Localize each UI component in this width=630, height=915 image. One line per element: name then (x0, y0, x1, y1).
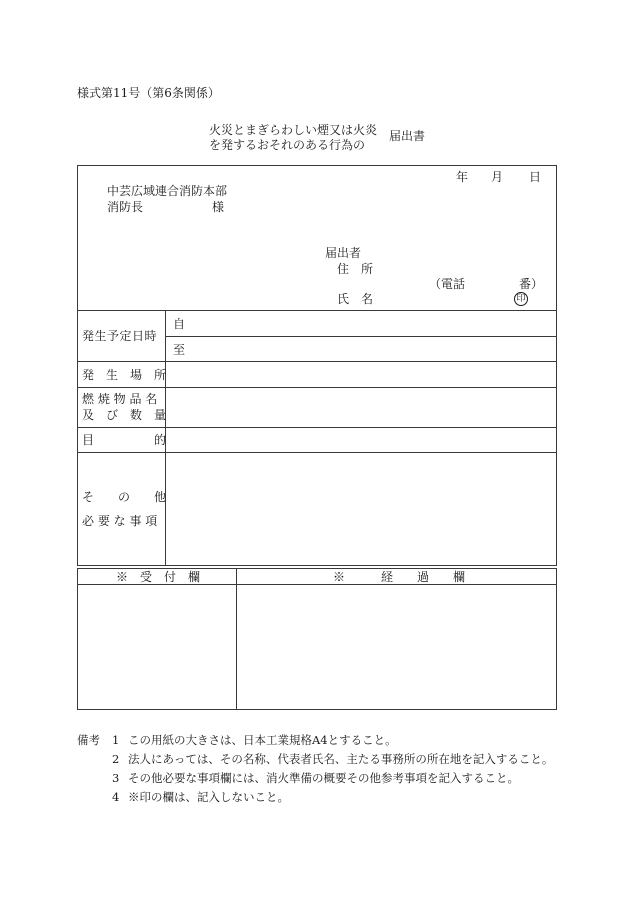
place-label: 発 生 場 所 (82, 368, 167, 382)
applicant-phone-close: 番） (519, 277, 544, 291)
addressee-honorific: 様 (212, 200, 225, 214)
note-number: 2 (112, 752, 120, 766)
material-label-1: 燃 焼 物 品 名 (82, 392, 158, 406)
rule-schedule-bottom (77, 361, 557, 362)
title-suffix: 届出書 (389, 129, 426, 143)
applicant-phone-open: （電話 (429, 277, 466, 291)
seal-mark: 印 (514, 292, 528, 306)
applicant-address-label: 住 所 (337, 262, 374, 276)
form-number: 様式第11号（第6条関係） (77, 86, 220, 100)
purpose-label: 目 的 (82, 433, 167, 447)
addressee-chief: 消防長 (107, 200, 144, 214)
note-text: 法人にあっては、その名称、代表者氏名、主たる事務所の所在地を記入すること。 (128, 752, 554, 766)
addressee-org: 中芸広域連合消防本部 (107, 184, 228, 198)
note-text: その他必要な事項欄には、消火準備の概要その他参考事項を記入すること。 (128, 771, 519, 785)
schedule-label: 発生予定日時 (82, 329, 158, 343)
note-text: この用紙の大きさは、日本工業規格A4とすること。 (128, 733, 397, 747)
date-month: 月 (491, 170, 504, 184)
other-label-2: 必 要 な 事 項 (82, 514, 158, 528)
rule-purpose-bottom (77, 452, 557, 453)
progress-column-header: ※ 経 過 欄 (333, 570, 466, 584)
note-number: 3 (112, 771, 120, 785)
reception-column-header: ※ 受 付 欄 (116, 570, 201, 584)
applicant-name-label: 氏 名 (337, 292, 374, 306)
rule-office-divider (236, 568, 237, 710)
title-line-2: を発するおそれのある行為の (209, 138, 366, 152)
date-year: 年 (456, 170, 469, 184)
schedule-to: 至 (173, 343, 186, 357)
schedule-from: 自 (173, 317, 186, 331)
rule-place-bottom (77, 387, 557, 388)
title-line-1: 火災とまぎらわしい煙又は火炎 (209, 123, 378, 137)
rule-from-to (165, 336, 557, 337)
note-text: ※印の欄は、記入しないこと。 (128, 790, 289, 804)
note-number: 1 (112, 733, 120, 747)
office-use-table (77, 568, 557, 710)
note-number: 4 (112, 790, 120, 804)
rule-material-bottom (77, 427, 557, 428)
form-table (77, 165, 557, 566)
rule-office-header (77, 584, 557, 585)
other-label-1: そ の 他 (82, 490, 167, 504)
notes-heading: 備考 (77, 733, 100, 747)
date-day: 日 (529, 170, 542, 184)
rule-applicant-bottom (77, 310, 557, 311)
material-label-2: 及 び 数 量 (82, 408, 167, 422)
applicant-label: 届出者 (325, 246, 362, 260)
